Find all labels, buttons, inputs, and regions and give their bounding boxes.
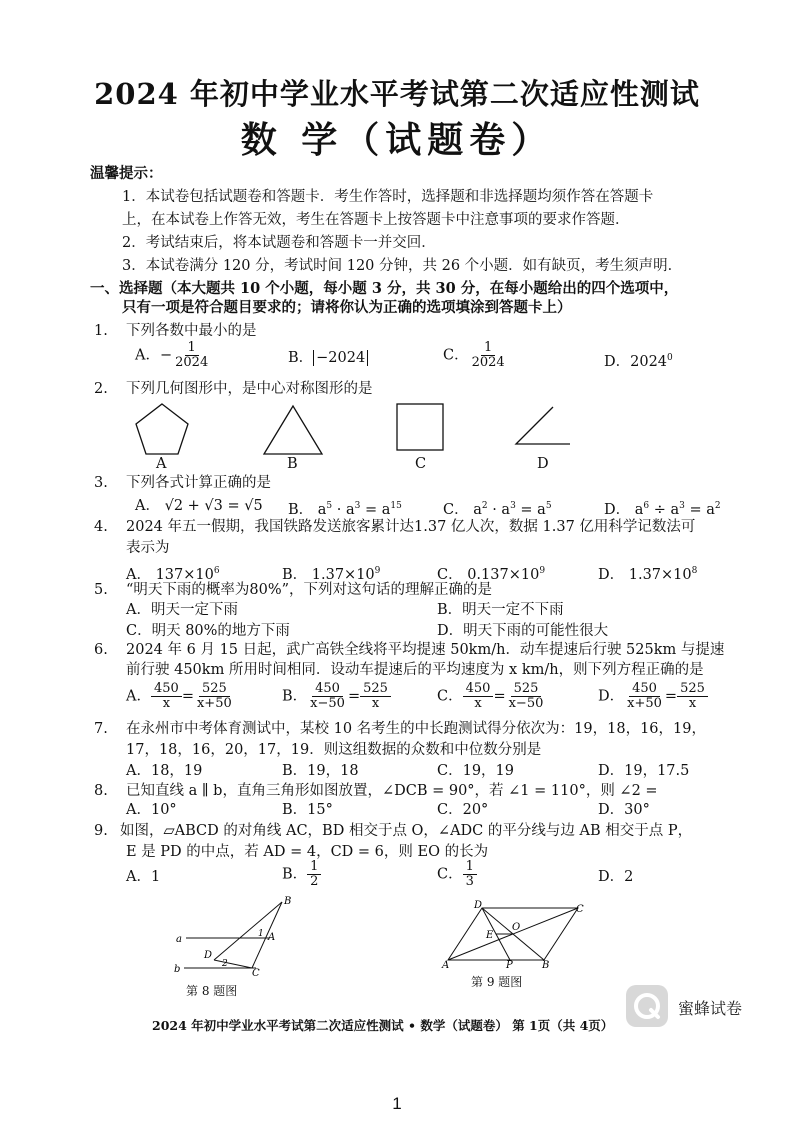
tips-heading: 温馨提示： <box>90 165 163 182</box>
q1-option-d <box>604 349 673 371</box>
q4-b-exp: 9 <box>374 566 381 576</box>
q7-option-b: B．19，18 <box>282 763 359 779</box>
q6-a-frac2 <box>194 682 235 711</box>
q5-stem: “明天下雨的概率为80%”，下列对这句话的理解正确的是 <box>126 582 493 598</box>
q9-option-d: D．2 <box>598 869 634 885</box>
q3-c-eq: = a <box>515 501 546 518</box>
q1-number: 1. <box>94 323 108 339</box>
q8-option-d: D．30° <box>598 802 650 818</box>
q1-stem: 下列各数中最小的是 <box>126 323 257 339</box>
q6-b-n1: 450 <box>312 682 343 697</box>
q3-stem: 下列各式计算正确的是 <box>126 475 271 491</box>
fig8-label-B: B <box>284 896 292 907</box>
q3-c-e3: 5 <box>545 501 552 511</box>
q1-c-num: 1 <box>481 341 495 356</box>
q3-option-a: A． √2 + √3 = √5 <box>135 498 263 514</box>
q3-c-e1: 2 <box>481 501 488 511</box>
q6-c-n1: 450 <box>463 682 494 697</box>
q6-option-c <box>437 682 546 711</box>
q9-b-fraction <box>307 860 321 889</box>
segment-dc <box>214 960 252 968</box>
q6-a-label: A． <box>126 688 151 705</box>
tip-line-3: 2．考试结束后，将本试题卷和答题卡一并交回． <box>122 235 436 251</box>
q9-c-num: 1 <box>463 860 477 875</box>
q1-d-exponent: 0 <box>667 353 673 363</box>
q6-a-d2: x+50 <box>196 696 232 711</box>
q6-a-n1: 450 <box>151 682 182 697</box>
q4-d-text: D． 1.37×10 <box>598 566 692 583</box>
q6-a-eq: = <box>181 688 194 705</box>
q5-option-c: C．明天 80%的地方下雨 <box>126 623 290 639</box>
fig9-label-E: E <box>486 930 494 941</box>
q4-number: 4. <box>94 519 108 535</box>
q6-b-d1: x−50 <box>310 696 345 711</box>
q6-a-frac1 <box>151 682 182 711</box>
q4-line2: 表示为 <box>126 540 170 556</box>
q6-d-d2: x <box>688 696 697 711</box>
segment-bc <box>252 902 282 968</box>
q1-option-c <box>443 341 508 370</box>
q2-label-c: C <box>415 456 427 472</box>
q3-number: 3. <box>94 475 108 491</box>
q3-d-pre: D． a <box>604 501 644 518</box>
q3-d-mid: ÷ a <box>649 501 680 518</box>
q6-a-n2: 525 <box>199 682 230 697</box>
q9-c-fraction <box>463 860 477 889</box>
q5-option-d: D．明天下雨的可能性很大 <box>437 623 609 639</box>
q6-option-d <box>598 682 708 711</box>
q7-option-c: C．19，19 <box>437 763 514 779</box>
q6-b-frac1 <box>307 682 348 711</box>
fig9-label-D: D <box>474 900 483 911</box>
q9-option-b <box>282 860 321 889</box>
q9-line1: 如图，▱ABCD 的对角线 AC，BD 相交于点 O，∠ADC 的平分线与边 AB 相交于点 P， <box>120 823 693 839</box>
figure-8 <box>170 892 300 980</box>
figure-8-caption: 第 8 题图 <box>186 984 238 998</box>
q7-option-d: D．19，17.5 <box>598 763 690 779</box>
fig9-label-A: A <box>442 960 450 970</box>
q4-line1: 2024 年五一假期，我国铁路发送旅客累计达1.37 亿人次，数据 1.37 亿用科学记数法可 <box>126 519 696 535</box>
q4-c-exp: 9 <box>539 566 546 576</box>
angle-shape <box>516 407 570 444</box>
q6-d-d1: x+50 <box>627 696 662 711</box>
q5-number: 5. <box>94 582 108 598</box>
q6-b-d2: x <box>371 696 380 711</box>
q6-line2: 前行驶 450km 所用时间相同．设动车提速后的平均速度为 x km/h，则下列方程正确的是 <box>126 662 704 678</box>
q7-line1: 在永州市中考体育测试中，某校 10 名考生的中长跑测试得分依次为：19，18，16，19， <box>126 721 706 737</box>
q1-b-label: B． <box>288 350 314 366</box>
q7-number: 7. <box>94 721 108 737</box>
q3-b-pre: B． a <box>288 501 327 518</box>
q1-c-fraction <box>469 341 508 370</box>
q7-line2: 17，18，16，20，17，19．则这组数据的众数和中位数分别是 <box>126 742 542 758</box>
q9-c-label: C． <box>437 866 463 883</box>
fig9-label-P: P <box>506 960 513 970</box>
q4-option-d <box>598 562 697 584</box>
q6-c-d1: x <box>474 696 482 711</box>
tip-line-1: 1．本试卷包括试题卷和答题卡．考生作答时，选择题和非选择题均须作答在答题卡 <box>122 189 654 205</box>
q6-b-frac2 <box>360 682 391 711</box>
square-shape <box>397 404 443 450</box>
fig9-label-O: O <box>512 922 521 933</box>
q9-number: 9. <box>94 823 108 839</box>
q2-label-d: D <box>537 456 549 472</box>
q9-b-num: 1 <box>307 860 321 875</box>
exam-subtitle: 数 学（试题卷） <box>240 119 554 161</box>
q2-number: 2. <box>94 381 108 397</box>
q6-d-n2: 525 <box>677 682 708 697</box>
fig9-label-C: C <box>576 904 584 915</box>
q1-c-den: 2024 <box>471 355 505 370</box>
section-heading-line2: 只有一项是符合题目要求的；请将你认为正确的选项填涂到答题卡上） <box>122 299 572 316</box>
q3-option-c <box>443 497 552 519</box>
exam-title: 2024 年初中学业水平考试第二次适应性测试 <box>94 77 700 111</box>
q6-b-eq: = <box>347 688 361 705</box>
pentagon-shape <box>136 404 188 454</box>
q6-d-eq: = <box>664 688 678 705</box>
q2-stem: 下列几何图形中，是中心对称图形的是 <box>126 381 373 397</box>
q8-option-c: C．20° <box>437 802 489 818</box>
q4-b-text: B． 1.37×10 <box>282 566 375 583</box>
watermark-logo <box>626 985 668 1027</box>
q6-c-frac1 <box>463 682 494 711</box>
watermark-brand: 蜜蜂试卷 <box>678 1001 743 1018</box>
q1-option-b <box>288 349 368 367</box>
segment-bd <box>214 902 282 960</box>
q8-number: 8. <box>94 783 108 799</box>
q5-option-b: B．明天一定不下雨 <box>437 602 564 618</box>
figure-9 <box>440 898 600 970</box>
q9-option-c <box>437 860 477 889</box>
q4-c-text: C． 0.137×10 <box>437 566 540 583</box>
q3-b-mid: · a <box>332 501 355 518</box>
q1-option-a <box>135 341 211 370</box>
q6-option-a <box>126 682 235 711</box>
q1-a-den: 2024 <box>175 355 209 370</box>
triangle-shape <box>264 406 322 454</box>
brand-icon <box>626 985 668 1027</box>
fig8-label-1: 1 <box>258 929 264 939</box>
q8-stem: 已知直线 a ∥ b，直角三角形如图放置，∠DCB = 90°，若 ∠1 = 110°，则 ∠2 = <box>126 783 658 799</box>
q9-line2: E 是 PD 的中点，若 AD = 4，CD = 6，则 EO 的长为 <box>126 844 489 860</box>
q6-c-d2: x−50 <box>508 696 544 711</box>
q6-c-n2: 525 <box>511 682 542 697</box>
q3-d-e1: 6 <box>643 501 650 511</box>
q6-c-eq: = <box>493 688 506 705</box>
q3-c-pre: C． a <box>443 501 482 518</box>
page-number: 1 <box>392 1094 402 1113</box>
q6-a-d1: x <box>162 696 171 711</box>
fig8-label-a: a <box>176 934 182 945</box>
q6-number: 6. <box>94 642 108 658</box>
page-footer: 2024 年初中学业水平考试第二次适应性测试 • 数学（试题卷） 第 1页（共 4页） <box>152 1018 614 1033</box>
q6-d-n1: 450 <box>629 682 660 697</box>
q6-c-label: C． <box>437 688 463 705</box>
q3-d-e3: 2 <box>714 501 721 511</box>
fig8-label-D: D <box>204 950 213 961</box>
fig9-label-B: B <box>542 960 550 970</box>
q6-d-frac2 <box>677 682 708 711</box>
q1-c-label: C． <box>443 347 469 364</box>
q6-c-frac2 <box>506 682 547 711</box>
q2-figures <box>120 398 600 472</box>
q8-option-b: B．15° <box>282 802 333 818</box>
fig8-label-C: C <box>252 968 260 979</box>
q1-b-value: −2024 <box>313 350 368 366</box>
q3-b-e2: 3 <box>354 501 361 511</box>
q6-b-label: B． <box>282 688 308 705</box>
q6-d-label: D． <box>598 688 625 705</box>
q3-option-d <box>604 497 721 519</box>
figure-9-caption: 第 9 题图 <box>471 975 523 989</box>
q3-b-eq: = a <box>360 501 391 518</box>
section-heading-line1: 一、选择题（本大题共 10 个小题，每小题 3 分，共 30 分，在每小题给出的四个选项中， <box>90 280 679 297</box>
q5-option-a: A．明天一定下雨 <box>126 602 238 618</box>
q1-a-label: A．− <box>135 347 173 364</box>
q6-option-b <box>282 682 391 711</box>
q8-option-a: A．10° <box>126 802 177 818</box>
q9-option-a: A．1 <box>126 869 161 885</box>
q9-c-den: 3 <box>465 874 474 889</box>
q3-b-e3: 15 <box>390 501 402 511</box>
q3-c-e2: 3 <box>510 501 516 511</box>
q1-a-num: 1 <box>185 341 199 356</box>
fig8-label-2: 2 <box>222 959 228 969</box>
q3-b-e1: 5 <box>326 501 333 511</box>
q1-a-fraction <box>172 341 211 370</box>
q4-a-text: A． 137×10 <box>126 566 214 583</box>
q9-b-label: B． <box>282 866 308 883</box>
q4-a-exp: 6 <box>213 566 220 576</box>
q4-d-exp: 8 <box>691 566 698 576</box>
q9-b-den: 2 <box>310 874 319 889</box>
q3-c-mid: · a <box>487 501 511 518</box>
q3-option-b <box>288 497 402 519</box>
q3-d-e2: 3 <box>679 501 685 511</box>
q7-option-a: A．18，19 <box>126 763 203 779</box>
q3-d-eq: = a <box>684 501 715 518</box>
q2-label-a: A <box>156 456 167 472</box>
q1-d-label: D．2024 <box>604 353 668 370</box>
q6-b-n2: 525 <box>360 682 391 697</box>
q6-d-frac1 <box>624 682 665 711</box>
fig8-label-A: A <box>268 932 276 943</box>
fig8-label-b: b <box>174 964 181 975</box>
q6-line1: 2024 年 6 月 15 日起，武广高铁全线将平均提速 50km/h．动车提速后行驶 525km 与提速 <box>126 642 725 658</box>
tip-line-4: 3．本试卷满分 120 分，考试时间 120 分钟，共 26 个小题．如有缺页，考生须声明． <box>122 258 683 274</box>
tip-line-2: 上，在本试卷上作答无效，考生在答题卡上按答题卡中注意事项的要求作答题． <box>122 212 630 228</box>
q2-label-b: B <box>287 456 298 472</box>
